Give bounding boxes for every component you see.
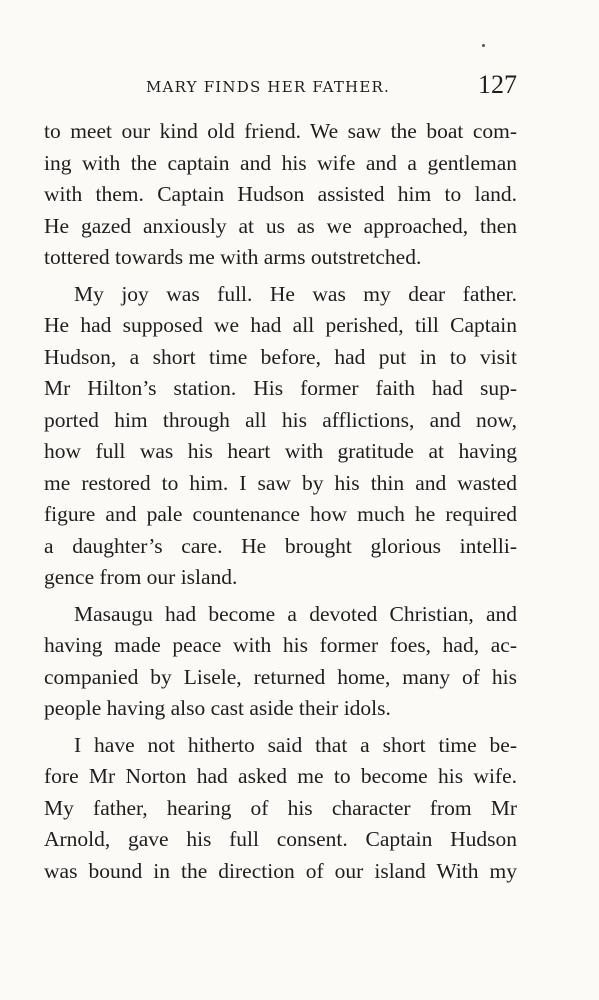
page-header [44,70,517,106]
text-line: Arnold, gave his full consent. Captain Hudson [44,827,517,851]
paragraph [44,279,517,594]
text-line: people having also cast aside their idols. [44,696,391,720]
body-text [44,116,517,887]
paragraph [44,730,517,888]
text-line: how full was his heart with gratitude at having [44,439,517,463]
text-line: ing with the captain and his wife and a gentleman [44,150,517,175]
text-line: with them. Captain Hudson assisted him to land. [44,182,517,206]
text-line: a daughter’s care. He brought glorious intelli- [44,533,517,558]
text-line: Mr Hilton’s station. His former faith had sup- [44,376,517,400]
text-line: companied by Lisele, returned home, many of his [44,664,517,689]
text-line: fore Mr Norton had asked me to become his wife. [44,764,517,788]
paragraph [44,599,517,725]
text-line: gence from our island. [44,565,238,589]
text-line: me restored to him. I saw by his thin and wasted [44,470,517,495]
text-line: having made peace with his former foes, had, ac- [44,633,517,657]
text-line: I have not hitherto said that a short time be- [74,732,517,757]
text-line: Hudson, a short time before, had put in to visit [44,344,517,369]
text-line: My joy was full. He was my dear father. [74,281,517,306]
paragraph [44,116,517,274]
text-line: ported him through all his afflictions, and now, [44,407,517,432]
text-line: He gazed anxiously at us as we approached, then [44,213,517,238]
text-line: My father, hearing of his character from Mr [44,795,517,820]
text-line: figure and pale countenance how much he required [44,502,517,526]
text-line: was bound in the direction of our island With my [44,858,517,883]
text-line: tottered towards me with arms outstretched. [44,245,422,269]
page-number: 127 [478,70,517,99]
print-speck [482,44,485,47]
running-head: MARY FINDS HER FATHER. [146,78,390,96]
text-line: He had supposed we had all perished, till Captain [44,313,517,337]
text-line: Masaugu had become a devoted Christian, and [74,601,517,626]
text-line: to meet our kind old friend. We saw the boat com- [44,119,517,143]
